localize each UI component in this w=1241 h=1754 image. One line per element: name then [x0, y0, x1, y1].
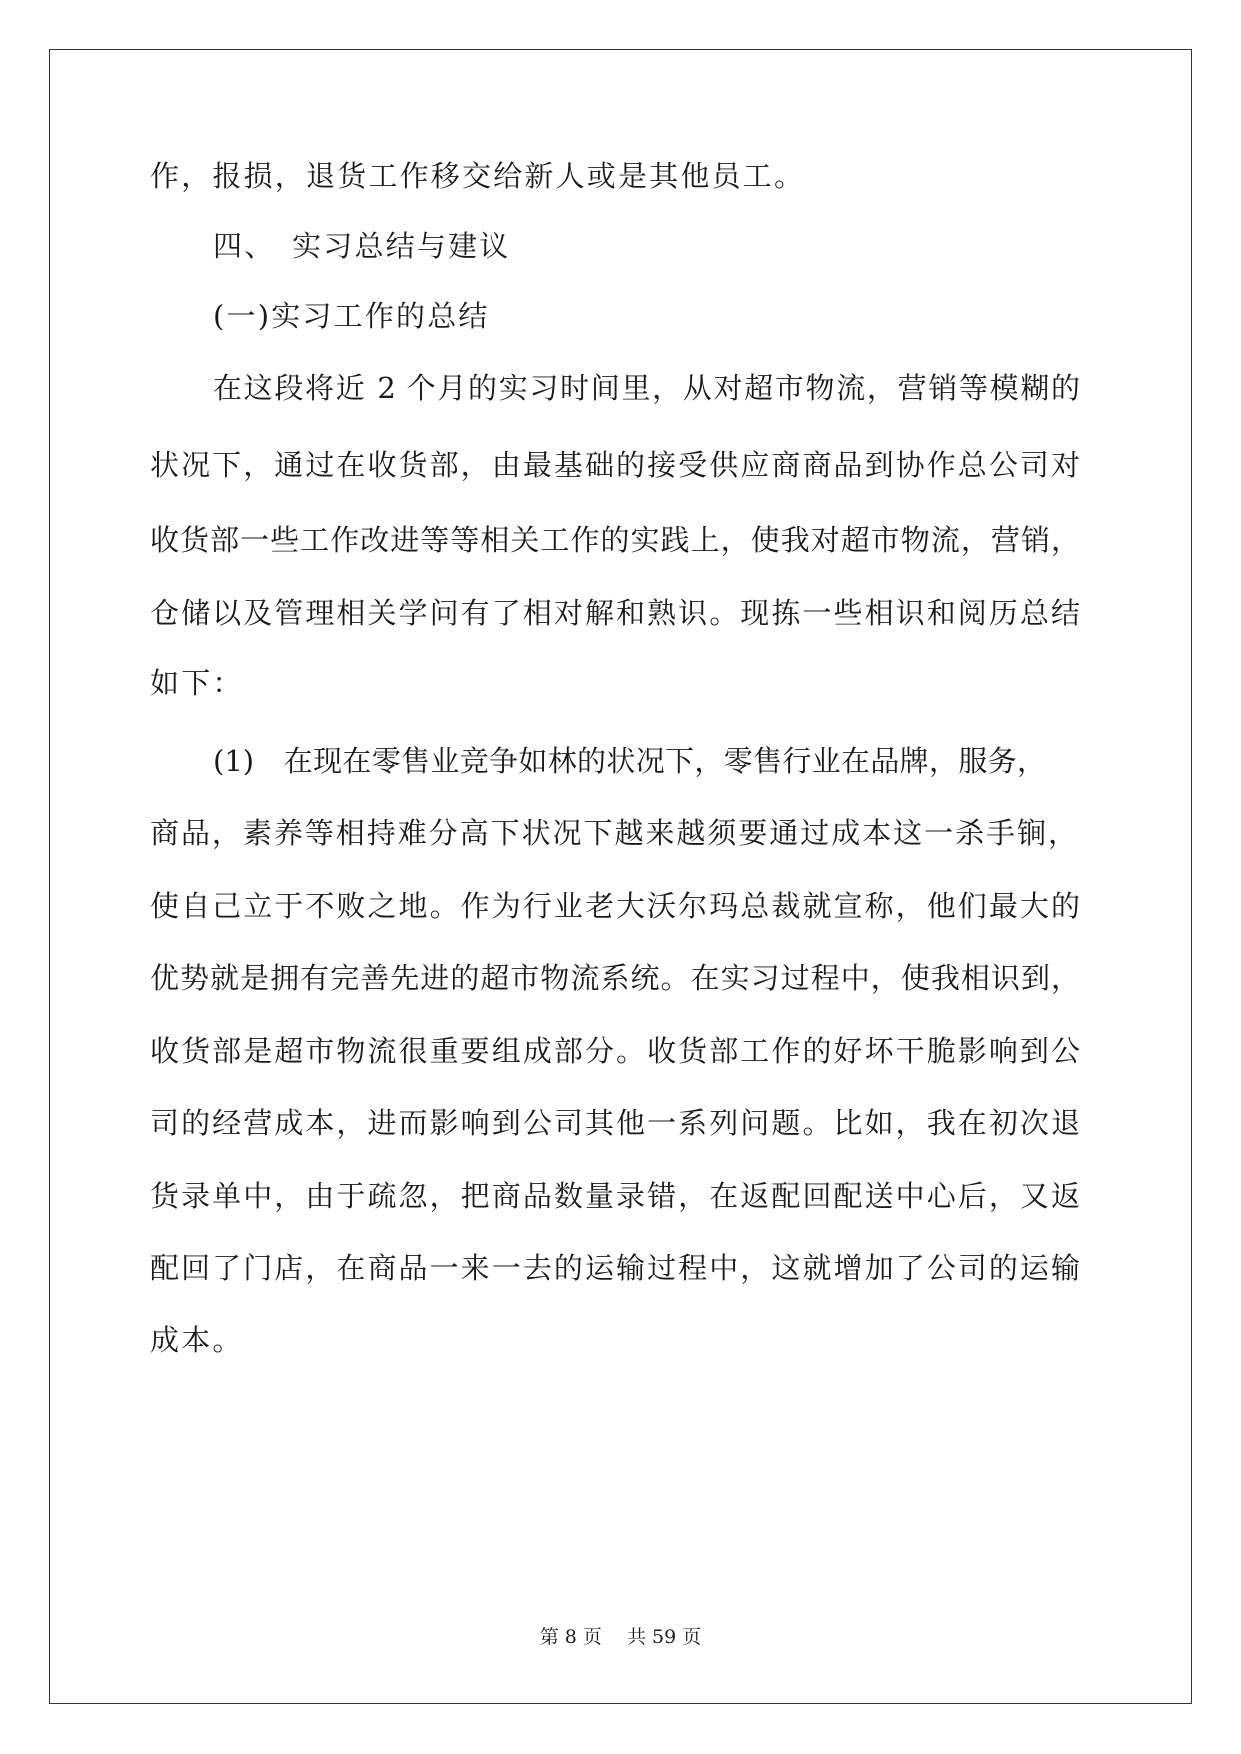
- body-text-line: (1) 在现在零售业竞争如林的状况下，零售行业在品牌，服务，: [213, 744, 1046, 778]
- body-text-line: 优势就是拥有完善先进的超市物流系统。在实习过程中，使我相识到，: [150, 961, 1080, 995]
- body-text-line: 商品，素养等相持难分高下状况下越来越须要通过成本这一杀手锏，: [150, 816, 1077, 850]
- body-text-line: 收货部是超市物流很重要组成部分。收货部工作的好坏干脆影响到公: [150, 1034, 1080, 1068]
- body-text-line: 如下：: [150, 666, 244, 700]
- body-text-line: 作，报损，退货工作移交给新人或是其他员工。: [150, 159, 806, 193]
- body-text-line: 仓储以及管理相关学问有了相对解和熟识。现拣一些相识和阅历总结: [150, 596, 1080, 630]
- subsection-heading: (一)实习工作的总结: [213, 299, 490, 333]
- section-heading: 四、 实习总结与建议: [213, 229, 511, 263]
- body-text-line: 司的经营成本，进而影响到公司其他一系列问题。比如，我在初次退: [150, 1106, 1080, 1140]
- body-text-line: 在这段将近 2 个月的实习时间里，从对超市物流，营销等模糊的: [213, 371, 1080, 405]
- body-text-line: 货录单中，由于疏忽，把商品数量录错，在返配回配送中心后，又返: [150, 1179, 1080, 1213]
- body-text-line: 成本。: [150, 1323, 244, 1357]
- body-text-line: 收货部一些工作改进等等相关工作的实践上，使我对超市物流，营销，: [150, 523, 1080, 557]
- page-number-footer: 第 8 页 共 59 页: [539, 1626, 702, 1648]
- body-text-line: 使自己立于不败之地。作为行业老大沃尔玛总裁就宣称，他们最大的: [150, 889, 1080, 923]
- body-text-line: 状况下，通过在收货部，由最基础的接受供应商商品到协作总公司对: [150, 448, 1080, 482]
- body-text-line: 配回了门店，在商品一来一去的运输过程中，这就增加了公司的运输: [150, 1251, 1080, 1285]
